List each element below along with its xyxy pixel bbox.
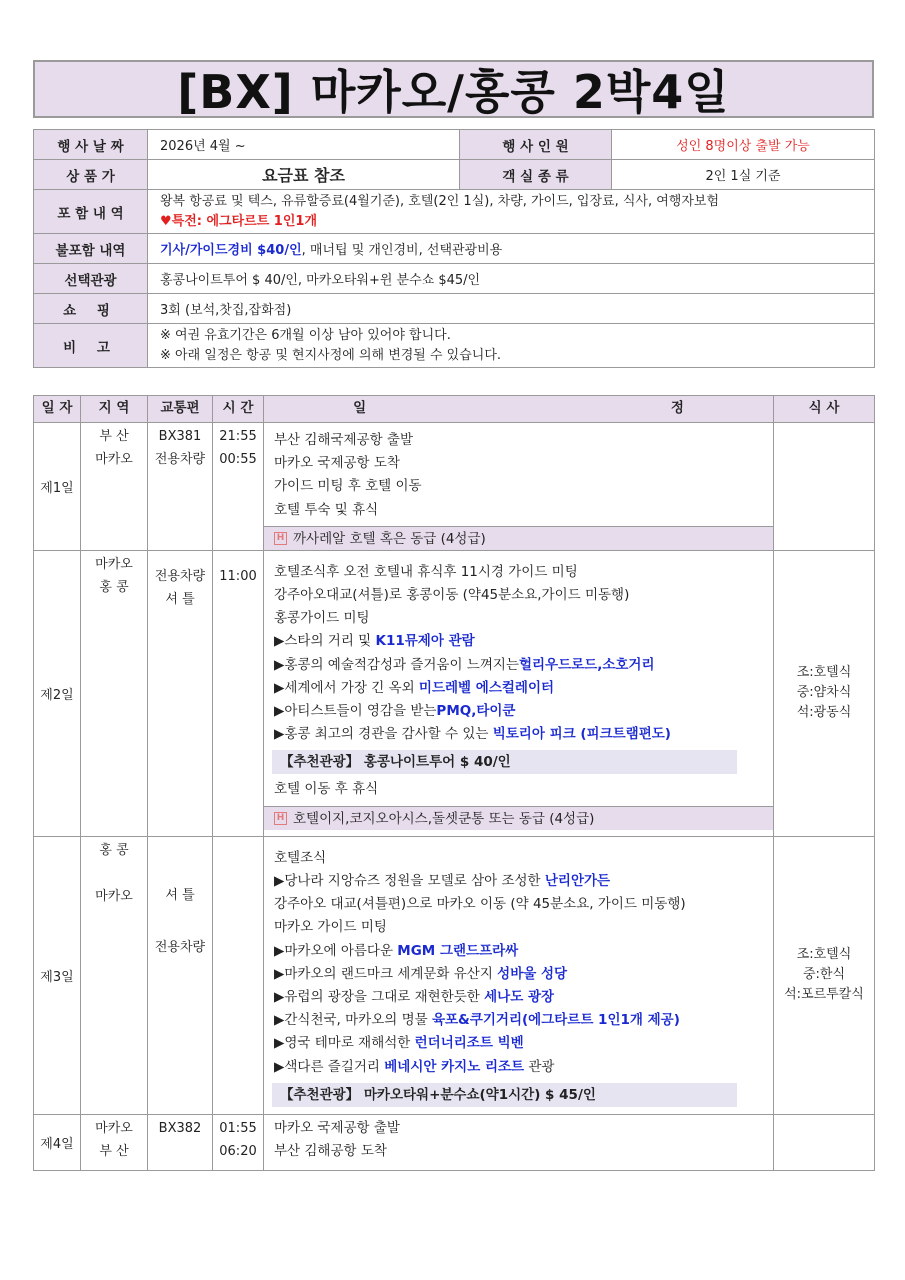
attraction: 성바울 성당 (497, 965, 568, 982)
line-text: ▶유럽의 광장을 그대로 재현한듯한 (274, 989, 485, 1006)
room-value: 2인 1실 기준 (612, 160, 875, 190)
attraction: K11뮤제아 관람 (375, 633, 475, 650)
transport-cell (148, 1114, 213, 1170)
col-meal: 식 사 (774, 396, 875, 423)
attraction: PMQ,타이쿤 (436, 703, 516, 720)
itinerary-line: 마카오 가이드 미팅 (274, 919, 387, 936)
region: 부 산 (99, 1143, 129, 1159)
note-label: 비 고 (34, 324, 148, 368)
line-text: ▶스타의 거리 및 (274, 633, 376, 650)
attraction: 베네시안 카지노 리조트 (384, 1058, 525, 1075)
day-label: 제2일 (34, 550, 81, 836)
lunch: 중:한식 (802, 967, 846, 983)
price-value: 요금표 참조 (148, 160, 460, 190)
itinerary-line (274, 654, 773, 677)
lunch: 중:얌차식 (796, 685, 852, 701)
time-cell (213, 423, 264, 551)
itinerary-line (274, 700, 773, 723)
itinerary-line: 홍콩가이드 미팅 (274, 610, 370, 627)
transport-cell (148, 423, 213, 551)
itinerary-line (274, 630, 773, 653)
itinerary-line (274, 677, 773, 700)
region: 홍 콩 (99, 842, 129, 858)
col-day: 일 자 (34, 396, 81, 423)
day-label: 제3일 (34, 836, 81, 1114)
region-cell (81, 836, 148, 1114)
attraction: MGM 그랜드프라싸 (397, 942, 519, 959)
region-cell (81, 423, 148, 551)
transport-cell (148, 550, 213, 836)
transport-cell (148, 836, 213, 1114)
people-value: 성인 8명이상 출발 가능 (612, 130, 875, 160)
hotel-name: 까사레알 호텔 혹은 동급 (4성급) (293, 530, 486, 547)
itinerary-line: 가이드 미팅 후 호텔 이동 (274, 478, 422, 495)
note-value (148, 324, 875, 368)
time-cell (213, 1114, 264, 1170)
line-text: ▶마카오의 랜드마크 세계문화 유산지 (274, 965, 498, 982)
itinerary-line: 호텔 이동 후 휴식 (274, 781, 379, 798)
transport: 전용차량 (154, 452, 206, 467)
col-transport: 교통편 (148, 396, 213, 423)
time-cell (213, 836, 264, 1114)
exclude-value (148, 234, 875, 264)
recommended-tour: 【추천관광】 마카오타워+분수쇼(약1시간) $ 45/인 (272, 1083, 737, 1107)
transport: 셔 틀 (165, 887, 195, 903)
recommended-tour: 【추천관광】 홍콩나이트투어 $ 40/인 (272, 750, 737, 774)
meal-cell (774, 423, 875, 551)
exclude-rest: , 매너팁 및 개인경비, 선택관광비용 (301, 243, 503, 258)
date-value: 2026년 4월 ~ (148, 130, 460, 160)
day-row-2 (34, 550, 875, 836)
itinerary-line (274, 1032, 773, 1055)
line-text: ▶홍콩의 예술적감성과 즐거움이 느껴지는 (274, 656, 519, 673)
schedule-table (33, 395, 875, 1171)
shopping-value: 3회 (보석,찻집,잡화점) (148, 294, 875, 324)
price-label: 상 품 가 (34, 160, 148, 190)
line-text: ▶홍콩 최고의 경관을 감사할 수 있는 (274, 726, 493, 743)
itinerary-line (274, 963, 773, 986)
meal-cell (774, 836, 875, 1114)
dinner: 석:광동식 (796, 705, 852, 721)
page-title: [BX] 마카오/홍콩 2박4일 (33, 60, 874, 118)
line-text: ▶색다른 즐길거리 (274, 1058, 385, 1075)
dinner: 석:포르투칼식 (784, 987, 864, 1003)
col-itinerary: 일 정 (264, 396, 774, 423)
attraction: 육포&쿠기거리(에그타르트 1인1개 제공) (431, 1012, 680, 1029)
note-line: ※ 아래 일정은 항공 및 현지사정에 의해 변경될 수 있습니다. (160, 347, 502, 363)
attraction: 빅토리아 피크 (피크트램편도) (492, 726, 671, 743)
itinerary-line (274, 940, 773, 963)
itinerary-line: 마카오 국제공항 출발 (274, 1119, 400, 1136)
day-row-1 (34, 423, 875, 551)
day-row-3 (34, 836, 875, 1114)
date-label: 행 사 날 짜 (34, 130, 148, 160)
itinerary-line: 강주아오대교(셔틀)로 홍콩이동 (약45분소요,가이드 미동행) (274, 587, 630, 604)
optional-value: 홍콩나이트투어 $ 40/인, 마카오타워+윈 분수쇼 $45/인 (148, 264, 875, 294)
itinerary-line (274, 986, 773, 1009)
attraction: 세나도 광장 (484, 989, 555, 1006)
hotel-row (264, 526, 773, 550)
itinerary-cell (264, 423, 774, 551)
include-value (148, 190, 875, 234)
line-text: ▶세계에서 가장 긴 옥외 (274, 679, 419, 696)
hotel-name: 호텔이지,코지오아시스,돌셋쿤통 또는 동급 (4성급) (293, 810, 595, 827)
region: 마카오 (95, 556, 133, 572)
itinerary-line: 호텔 투숙 및 휴식 (274, 501, 379, 518)
exclude-label: 불포함 내역 (34, 234, 148, 264)
itinerary-line: 강주아오 대교(셔틀편)으로 마카오 이동 (약 45분소요, 가이드 미동행) (274, 896, 686, 913)
itinerary-line (274, 723, 773, 746)
region-cell (81, 550, 148, 836)
room-label: 객 실 종 류 (460, 160, 612, 190)
itinerary-line (274, 870, 773, 893)
itinerary-line: 부산 김해국제공항 출발 (274, 432, 413, 448)
hotel-icon: H (274, 812, 287, 825)
line-text: ▶간식천국, 마카오의 명물 (274, 1012, 432, 1029)
itinerary-cell (264, 836, 774, 1114)
attraction: 미드레벨 에스컬레이터 (418, 679, 555, 696)
attraction: 난리안가든 (544, 873, 611, 890)
itinerary-line: 마카오 국제공항 도착 (274, 455, 400, 472)
line-text: 관광 (524, 1058, 555, 1075)
region: 마카오 (95, 452, 133, 467)
attraction: 헐리우드로드,소호거리 (518, 656, 655, 673)
include-line: 왕복 항공료 및 텍스, 유류할증료(4월기준), 호텔(2인 1실), 차량, 가이드, 입장료, 식사, 여행자보험 (160, 193, 720, 209)
bonus-line: ♥특전: 에그타르트 1인1개 (160, 213, 318, 229)
itinerary-cell (264, 1114, 774, 1170)
time: 00:55 (219, 452, 257, 467)
transport: BX381 (158, 429, 202, 444)
region: 마카오 (95, 888, 133, 904)
transport: 전용차량 (154, 568, 206, 584)
optional-label: 선택관광 (34, 264, 148, 294)
region: 마카오 (95, 1120, 133, 1136)
breakfast: 조:호텔식 (796, 665, 852, 681)
col-time: 시 간 (213, 396, 264, 423)
people-label: 행 사 인 원 (460, 130, 612, 160)
region-cell (81, 1114, 148, 1170)
tour-info-table (33, 129, 875, 368)
transport: 셔 틀 (165, 591, 195, 607)
include-label: 포 함 내 역 (34, 190, 148, 234)
meal-cell (774, 550, 875, 836)
itinerary-line (274, 1009, 773, 1032)
attraction: 런더너리조트 빅벤 (414, 1035, 524, 1052)
line-text: ▶영국 테마로 재해석한 (274, 1035, 415, 1052)
transport: 전용차량 (154, 939, 206, 955)
breakfast: 조:호텔식 (796, 947, 852, 963)
line-text: ▶아티스트들이 영감을 받는 (274, 703, 437, 720)
hotel-icon: H (274, 532, 287, 545)
itinerary-cell (264, 550, 774, 836)
day-row-4 (34, 1114, 875, 1170)
meal-cell (774, 1114, 875, 1170)
guide-fee: 기사/가이드경비 $40/인 (160, 243, 302, 258)
itinerary-line (274, 1056, 773, 1079)
itinerary-line: 호텔조식 (274, 849, 327, 866)
time: 11:00 (219, 568, 257, 584)
line-text: ▶당나라 지앙슈즈 정원을 모델로 삼아 조성한 (274, 873, 545, 890)
note-line: ※ 여권 유효기간은 6개월 이상 남아 있어야 합니다. (160, 327, 451, 343)
time: 01:55 (219, 1120, 257, 1136)
time-cell (213, 550, 264, 836)
hotel-row (264, 806, 773, 830)
transport: BX382 (158, 1120, 202, 1136)
day-label: 제1일 (34, 423, 81, 551)
itinerary-line: 호텔조식후 오전 호텔내 휴식후 11시경 가이드 미팅 (274, 563, 578, 580)
time: 06:20 (219, 1143, 257, 1159)
day-label: 제4일 (34, 1114, 81, 1170)
region: 부 산 (99, 429, 129, 444)
region: 홍 콩 (99, 579, 129, 595)
col-region: 지 역 (81, 396, 148, 423)
shopping-label: 쇼 핑 (34, 294, 148, 324)
line-text: ▶마카오에 아름다운 (274, 942, 398, 959)
time: 21:55 (219, 429, 257, 444)
itinerary-line: 부산 김해공항 도착 (274, 1143, 387, 1160)
